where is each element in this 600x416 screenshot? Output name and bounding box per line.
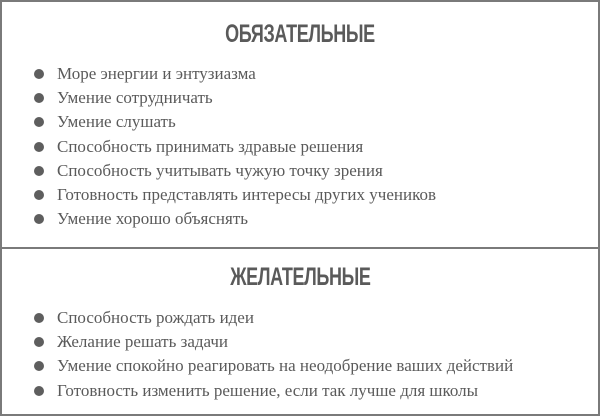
list-item-text: Умение слушать (57, 112, 176, 132)
list-item (2, 159, 436, 183)
bullet-icon (34, 93, 44, 103)
list-item-text: Готовность представлять интересы других учеников (57, 184, 436, 204)
bullet-icon (34, 190, 44, 200)
list-item (2, 86, 436, 110)
list-item-text: Море энергии и энтузиазма (57, 64, 256, 83)
bullet-icon (34, 142, 44, 152)
list-item-text: Умение хорошо объяснять (57, 209, 249, 229)
list-item-text: Умение сотрудничать (57, 88, 213, 108)
bullet-icon (34, 386, 44, 396)
bullet-icon (34, 214, 44, 224)
bullet-icon (34, 117, 44, 127)
desirable-list (2, 306, 513, 403)
list-item (2, 183, 436, 207)
bullet-icon (34, 337, 44, 347)
required-list (2, 62, 436, 231)
list-item (2, 207, 436, 231)
list-item-text: Способность принимать здравые решения (57, 136, 364, 156)
list-item (2, 62, 436, 86)
list-item (2, 110, 436, 134)
section-heading-text: ЖЕЛАТЕЛЬНЫЕ (229, 263, 371, 291)
list-item-text: Готовность изменить решение, если так лучше для школы (57, 380, 479, 400)
list-item (2, 330, 513, 354)
list-item (2, 379, 513, 403)
bullet-icon (34, 166, 44, 176)
bullet-icon (34, 69, 44, 79)
list-item-text: Способность учитывать чужую точку зрения (57, 160, 383, 180)
list-item-text: Умение спокойно реагировать на неодобрение ваших действий (57, 356, 514, 376)
list-item (2, 306, 513, 330)
required-section (2, 2, 598, 249)
list-item-text: Желание решать задачи (57, 332, 229, 352)
desirable-section (2, 249, 598, 414)
section-heading (2, 20, 598, 49)
list-item (2, 135, 436, 159)
list-item (2, 354, 513, 378)
section-heading (2, 263, 598, 292)
bullet-icon (34, 361, 44, 371)
bullet-icon (34, 313, 44, 323)
list-item-text: Способность рождать идеи (57, 308, 254, 327)
section-heading-text: ОБЯЗАТЕЛЬНЫЕ (225, 20, 375, 48)
